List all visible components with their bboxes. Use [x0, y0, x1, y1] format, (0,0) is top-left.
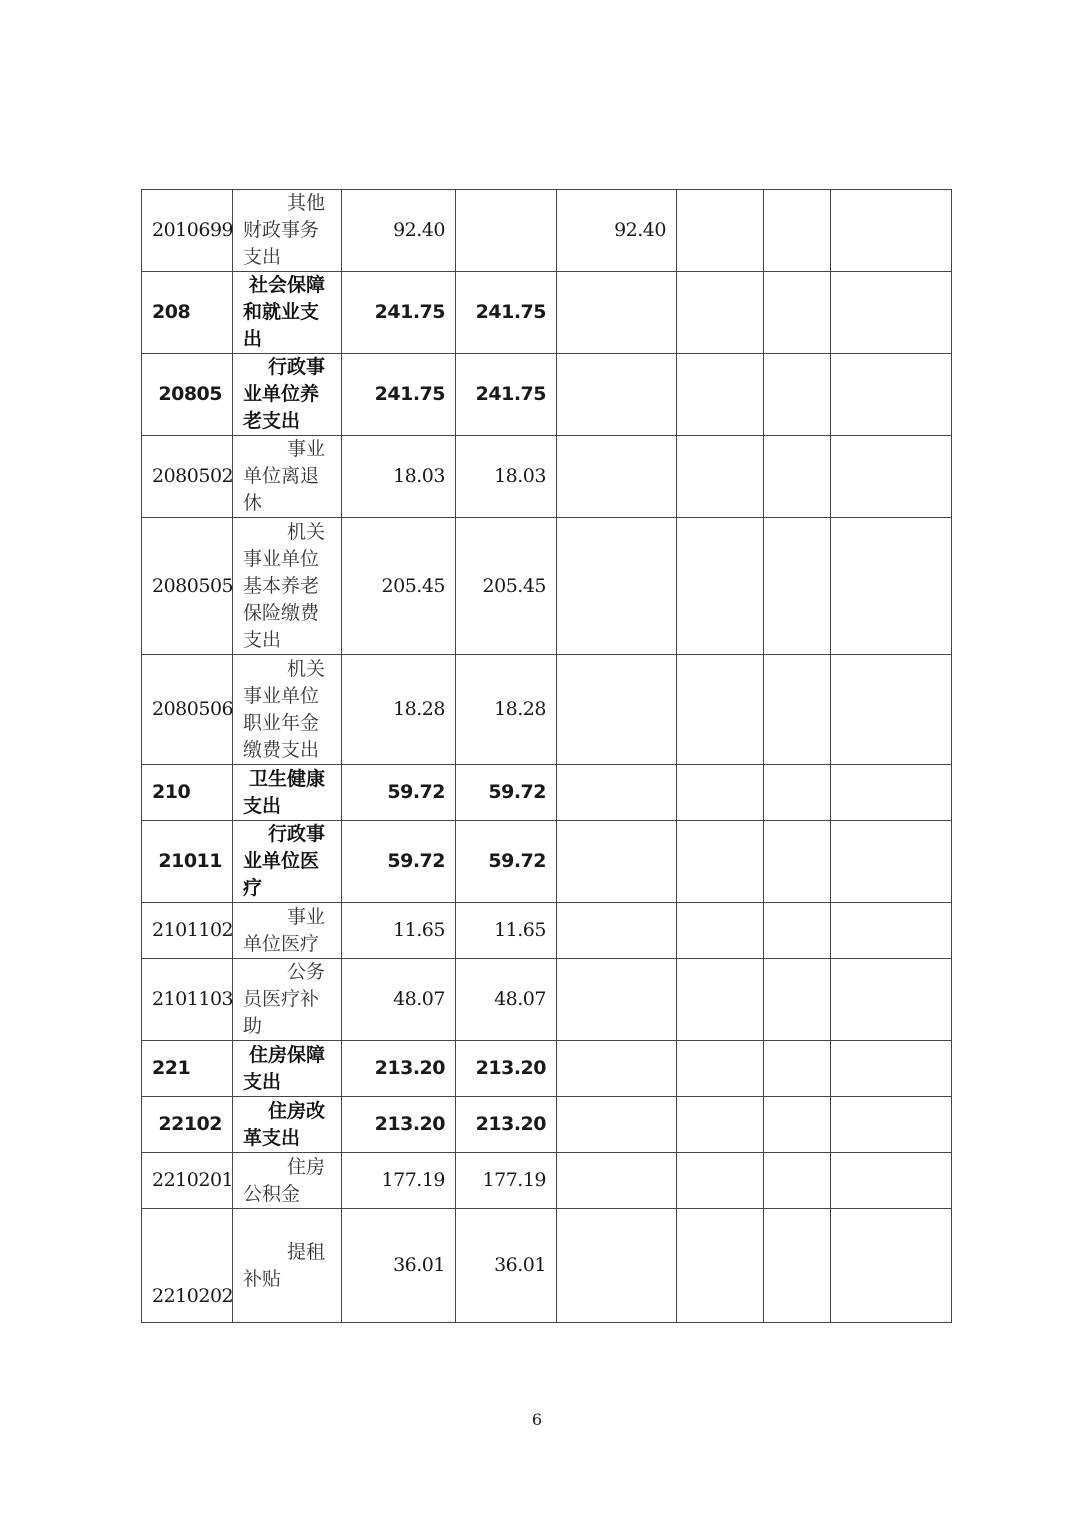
subject-name-text: 行政事 业单位养 老支出	[243, 356, 325, 432]
amount-cell-c4	[677, 1097, 764, 1153]
amount-cell-c6	[831, 903, 952, 959]
amount-cell-c3	[557, 1209, 677, 1323]
amount-cell-c4	[677, 272, 764, 354]
amount-cell-c5	[764, 903, 831, 959]
subject-name-cell	[233, 518, 342, 655]
amount-cell-c2: 213.20	[456, 1041, 557, 1097]
amount-cell-c3	[557, 518, 677, 655]
subject-code-cell: 21011	[142, 821, 233, 903]
amount-cell-c3	[557, 655, 677, 765]
table-row	[142, 518, 952, 655]
amount-cell-c5	[764, 190, 831, 272]
amount-cell-c5	[764, 354, 831, 436]
subject-name-cell	[233, 436, 342, 518]
table-row	[142, 959, 952, 1041]
subject-name-cell	[233, 354, 342, 436]
amount-cell-c6	[831, 765, 952, 821]
amount-cell-c2: 11.65	[456, 903, 557, 959]
amount-cell-c4	[677, 1209, 764, 1323]
amount-cell-c2: 205.45	[456, 518, 557, 655]
amount-cell-c1: 18.03	[342, 436, 456, 518]
table-row	[142, 354, 952, 436]
amount-cell-c1: 177.19	[342, 1153, 456, 1209]
table-row	[142, 1209, 952, 1323]
amount-cell-c6	[831, 821, 952, 903]
subject-name-text: 其他 财政事务 支出	[243, 192, 325, 268]
table-row	[142, 436, 952, 518]
subject-name-cell	[233, 190, 342, 272]
table-body	[142, 190, 952, 1323]
amount-cell-c3: 92.40	[557, 190, 677, 272]
amount-cell-c5	[764, 959, 831, 1041]
amount-cell-c6	[831, 272, 952, 354]
amount-cell-c5	[764, 272, 831, 354]
subject-code-cell: 2080502	[142, 436, 233, 518]
amount-cell-c6	[831, 655, 952, 765]
amount-cell-c6	[831, 1153, 952, 1209]
amount-cell-c4	[677, 765, 764, 821]
amount-cell-c3	[557, 903, 677, 959]
subject-name-text: 住房 公积金	[243, 1155, 325, 1205]
subject-name-text: 事业 单位医疗	[243, 905, 325, 955]
amount-cell-c5	[764, 655, 831, 765]
table-row	[142, 1041, 952, 1097]
subject-name-cell	[233, 655, 342, 765]
page-number: 6	[531, 1410, 543, 1429]
amount-cell-c5	[764, 1097, 831, 1153]
subject-name-cell	[233, 1153, 342, 1209]
subject-name-cell	[233, 1097, 342, 1153]
table-row	[142, 655, 952, 765]
amount-cell-c4	[677, 1153, 764, 1209]
subject-code-cell: 221	[142, 1041, 233, 1097]
amount-cell-c4	[677, 655, 764, 765]
table-row	[142, 1097, 952, 1153]
subject-code-cell: 2080506	[142, 655, 233, 765]
amount-cell-c3	[557, 1153, 677, 1209]
table-row	[142, 903, 952, 959]
subject-name-text: 社会保障 和就业支 出	[243, 274, 325, 350]
amount-cell-c1: 213.20	[342, 1041, 456, 1097]
subject-name-text: 行政事 业单位医 疗	[243, 823, 325, 899]
subject-code-cell: 22102	[142, 1097, 233, 1153]
amount-cell-c2: 213.20	[456, 1097, 557, 1153]
amount-cell-c1: 241.75	[342, 272, 456, 354]
amount-cell-c1: 205.45	[342, 518, 456, 655]
amount-cell-c1: 92.40	[342, 190, 456, 272]
amount-cell-c2: 177.19	[456, 1153, 557, 1209]
subject-name-text: 机关 事业单位 职业年金 缴费支出	[243, 657, 325, 761]
amount-cell-c4	[677, 959, 764, 1041]
amount-cell-c4	[677, 436, 764, 518]
amount-cell-c5	[764, 1041, 831, 1097]
table-row	[142, 190, 952, 272]
amount-cell-c2	[456, 190, 557, 272]
amount-cell-c1: 36.01	[342, 1209, 456, 1323]
amount-cell-c1: 241.75	[342, 354, 456, 436]
subject-code-cell: 20805	[142, 354, 233, 436]
amount-cell-c3	[557, 272, 677, 354]
amount-cell-c4	[677, 190, 764, 272]
table-row	[142, 272, 952, 354]
amount-cell-c3	[557, 959, 677, 1041]
subject-name-cell	[233, 272, 342, 354]
amount-cell-c2: 241.75	[456, 272, 557, 354]
amount-cell-c4	[677, 518, 764, 655]
amount-cell-c1: 59.72	[342, 821, 456, 903]
amount-cell-c6	[831, 518, 952, 655]
table-row	[142, 821, 952, 903]
amount-cell-c6	[831, 354, 952, 436]
amount-cell-c1: 48.07	[342, 959, 456, 1041]
amount-cell-c3	[557, 1041, 677, 1097]
subject-code-cell: 210	[142, 765, 233, 821]
subject-name-text: 提租 补贴	[243, 1240, 325, 1290]
amount-cell-c3	[557, 436, 677, 518]
subject-name-text: 卫生健康 支出	[243, 767, 325, 817]
subject-name-text: 机关 事业单位 基本养老 保险缴费 支出	[243, 520, 325, 651]
amount-cell-c4	[677, 821, 764, 903]
subject-name-cell	[233, 903, 342, 959]
amount-cell-c2: 59.72	[456, 765, 557, 821]
subject-code-cell: 2210201	[142, 1153, 233, 1209]
subject-code-cell: 2101102	[142, 903, 233, 959]
subject-name-text: 事业 单位离退 休	[243, 438, 325, 514]
subject-code-cell: 2210202	[142, 1209, 233, 1323]
subject-code-cell: 2101103	[142, 959, 233, 1041]
table-row	[142, 765, 952, 821]
amount-cell-c4	[677, 354, 764, 436]
amount-cell-c3	[557, 765, 677, 821]
amount-cell-c6	[831, 1097, 952, 1153]
amount-cell-c4	[677, 903, 764, 959]
amount-cell-c6	[831, 959, 952, 1041]
amount-cell-c3	[557, 821, 677, 903]
subject-name-cell	[233, 1209, 342, 1323]
amount-cell-c1: 59.72	[342, 765, 456, 821]
subject-code-cell: 2010699	[142, 190, 233, 272]
amount-cell-c5	[764, 1153, 831, 1209]
amount-cell-c1: 213.20	[342, 1097, 456, 1153]
budget-expenditure-table	[141, 189, 952, 1323]
amount-cell-c6	[831, 436, 952, 518]
subject-name-text: 住房保障 支出	[243, 1043, 325, 1093]
subject-name-cell	[233, 765, 342, 821]
amount-cell-c1: 18.28	[342, 655, 456, 765]
amount-cell-c2: 241.75	[456, 354, 557, 436]
amount-cell-c2: 59.72	[456, 821, 557, 903]
amount-cell-c4	[677, 1041, 764, 1097]
amount-cell-c5	[764, 518, 831, 655]
subject-name-text: 住房改 革支出	[243, 1099, 325, 1149]
subject-code-cell: 208	[142, 272, 233, 354]
subject-name-text: 公务 员医疗补 助	[243, 961, 325, 1037]
amount-cell-c6	[831, 1209, 952, 1323]
amount-cell-c2: 36.01	[456, 1209, 557, 1323]
amount-cell-c5	[764, 1209, 831, 1323]
amount-cell-c3	[557, 1097, 677, 1153]
table-row	[142, 1153, 952, 1209]
subject-name-cell	[233, 959, 342, 1041]
subject-name-cell	[233, 1041, 342, 1097]
amount-cell-c1: 11.65	[342, 903, 456, 959]
subject-code-cell: 2080505	[142, 518, 233, 655]
subject-name-cell	[233, 821, 342, 903]
amount-cell-c5	[764, 436, 831, 518]
amount-cell-c2: 18.03	[456, 436, 557, 518]
amount-cell-c3	[557, 354, 677, 436]
amount-cell-c5	[764, 821, 831, 903]
amount-cell-c2: 18.28	[456, 655, 557, 765]
amount-cell-c2: 48.07	[456, 959, 557, 1041]
amount-cell-c6	[831, 190, 952, 272]
amount-cell-c5	[764, 765, 831, 821]
amount-cell-c6	[831, 1041, 952, 1097]
